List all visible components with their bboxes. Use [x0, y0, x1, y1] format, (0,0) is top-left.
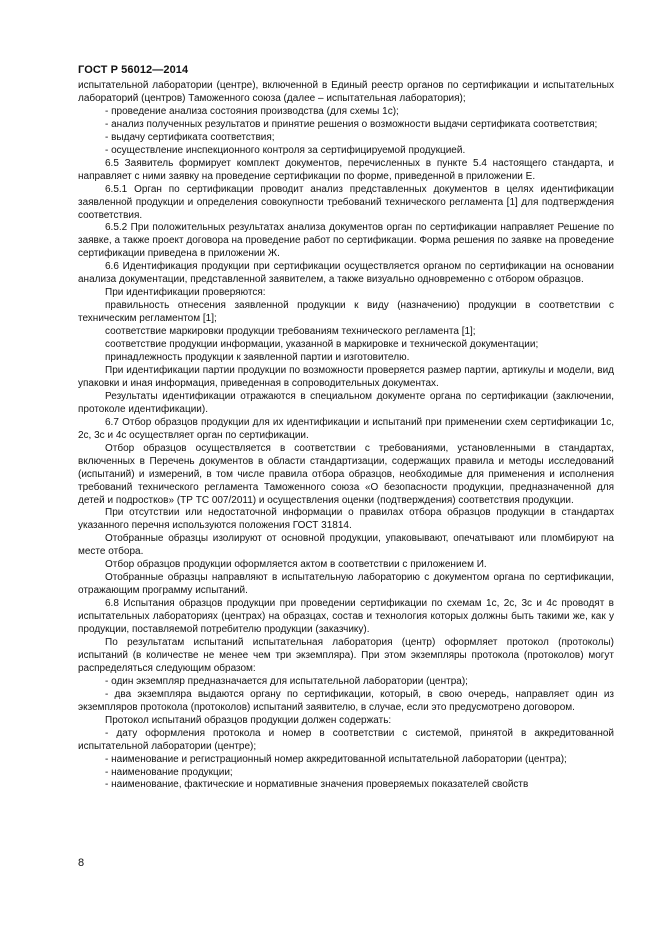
body-paragraph: При идентификации партии продукции по возможности проверяется размер партии, артикулы и модели, вид упаковки и иная информация, приведенная в сопроводительных документах. — [78, 364, 614, 389]
body-paragraph: - осуществление инспекционного контроля за сертифицируемой продукцией. — [105, 144, 466, 156]
body-paragraph: 6.8 Испытания образцов продукции при проведении сертификации по схемам 1с, 2с, 3с и 4с проводят в испытательных лабораториях (центрах) на образцах, состав и технология которых должны быть такими же, как у продукции, поставляемой потребителю продукции (заказчику). — [78, 598, 614, 636]
body-paragraph: - наименование продукции; — [105, 766, 233, 778]
document-header: ГОСТ Р 56012—2014 — [78, 64, 189, 76]
body-paragraph: - проведение анализа состояния производства (для схемы 1с); — [105, 105, 399, 117]
body-paragraph: Отобранные образцы направляют в испытательную лабораторию с документом органа по сертификации, отражающим программу испытаний. — [78, 572, 614, 597]
body-paragraph: При идентификации проверяются: — [105, 287, 266, 299]
body-paragraph: 6.5 Заявитель формирует комплект документов, перечисленных в пункте 5.4 настоящего стандарта, и направляет с ними заявку на проведение сертификации по форме, приведенной в приложении Е. — [78, 157, 614, 182]
body-paragraph: - анализ полученных результатов и принятие решения о возможности выдачи сертификата соответствия; — [105, 118, 598, 130]
body-paragraph: При отсутствии или недостаточной информации о правилах отбора образцов продукции в стандартах указанного перечня используются положения ГОСТ 31814. — [78, 507, 614, 532]
body-paragraph: - два экземпляра выдаются органу по сертификации, который, в свою очередь, направляет один из экземпляров протокола (протоколов) испытаний заявителю, в случае, если это предусмотрено договором. — [78, 688, 614, 713]
body-paragraph: Отбор образцов продукции оформляется актом в соответствии с приложением И. — [105, 559, 487, 571]
body-paragraph: 6.7 Отбор образцов продукции для их идентификации и испытаний при применении схем сертификации 1с, 2с, 3с и 4с осуществляет орган по сертификации. — [78, 416, 614, 441]
body-paragraph: По результатам испытаний испытательная лаборатория (центр) оформляет протокол (протоколы) испытаний (в количестве не менее чем три экземпляра). При этом экземпляры протокола (протоколов) могут распределяться следующим образом: — [78, 636, 614, 674]
body-paragraph: испытательной лаборатории (центре), включенной в Единый реестр органов по сертификации и испытательных лабораторий (центров) Таможенного союза (далее – испытательная лаборатория); — [78, 80, 614, 104]
body-paragraph: 6.5.1 Орган по сертификации проводит анализ представленных документов в целях идентификации заявленной продукции и определения совокупности требований технического регламента [1] для подтверждения соответствия. — [78, 183, 614, 221]
body-paragraph: Протокол испытаний образцов продукции должен содержать: — [105, 714, 392, 726]
body-paragraph: Результаты идентификации отражаются в специальном документе органа по сертификации (заключении, протоколе идентификации). — [78, 390, 614, 415]
page-number: 8 — [78, 857, 85, 869]
body-paragraph: Отобранные образцы изолируют от основной продукции, упаковывают, опечатывают или пломбируют на месте отбора. — [78, 533, 614, 558]
body-paragraph: - наименование и регистрационный номер аккредитованной испытательной лаборатории (центра); — [105, 753, 567, 765]
body-paragraph: - наименование, фактические и нормативные значения проверяемых показателей свойств — [105, 779, 529, 791]
body-paragraph: 6.5.2 При положительных результатах анализа документов орган по сертификации направляет Решение по заявке, а также проект договора на проведение работ по сертификации. Форма решения по заявке на проведение сертификации приведена в приложении Ж. — [78, 222, 614, 260]
body-paragraph: принадлежность продукции к заявленной партии и изготовителю. — [105, 352, 410, 364]
document-body — [78, 80, 614, 792]
body-paragraph: правильность отнесения заявленной продукции к виду (назначению) продукции в соответствии с техническим регламентом [1]; — [78, 300, 614, 325]
body-paragraph: - один экземпляр предназначается для испытательной лаборатории (центра); — [105, 675, 468, 687]
body-paragraph: - дату оформления протокола и номер в соответствии с системой, принятой в аккредитованной испытательной лаборатории (центре); — [78, 727, 614, 752]
body-paragraph: Отбор образцов осуществляется в соответствии с требованиями, установленными в стандартах, включенных в Перечень документов в области стандартизации, содержащих правила и методы исследований (испытаний) и измерений, в том числе правила отбора образцов, необходимые для применения и исполнения требований технического регламента Таможенного союза «О безопасности продукции, предназначенной для детей и подростков» (ТР ТС 007/2011) и осуществления оценки (подтверждения) соответствия продукции. — [78, 442, 614, 506]
body-paragraph: соответствие маркировки продукции требованиям технического регламента [1]; — [105, 326, 476, 338]
body-paragraph: 6.6 Идентификация продукции при сертификации осуществляется органом по сертификации на основании анализа документации, представленной заявителем, а также визуально одновременно с отбором образцов. — [78, 261, 614, 286]
body-paragraph: соответствие продукции информации, указанной в маркировке и технической документации; — [105, 339, 539, 351]
body-paragraph: - выдачу сертификата соответствия; — [105, 131, 275, 143]
